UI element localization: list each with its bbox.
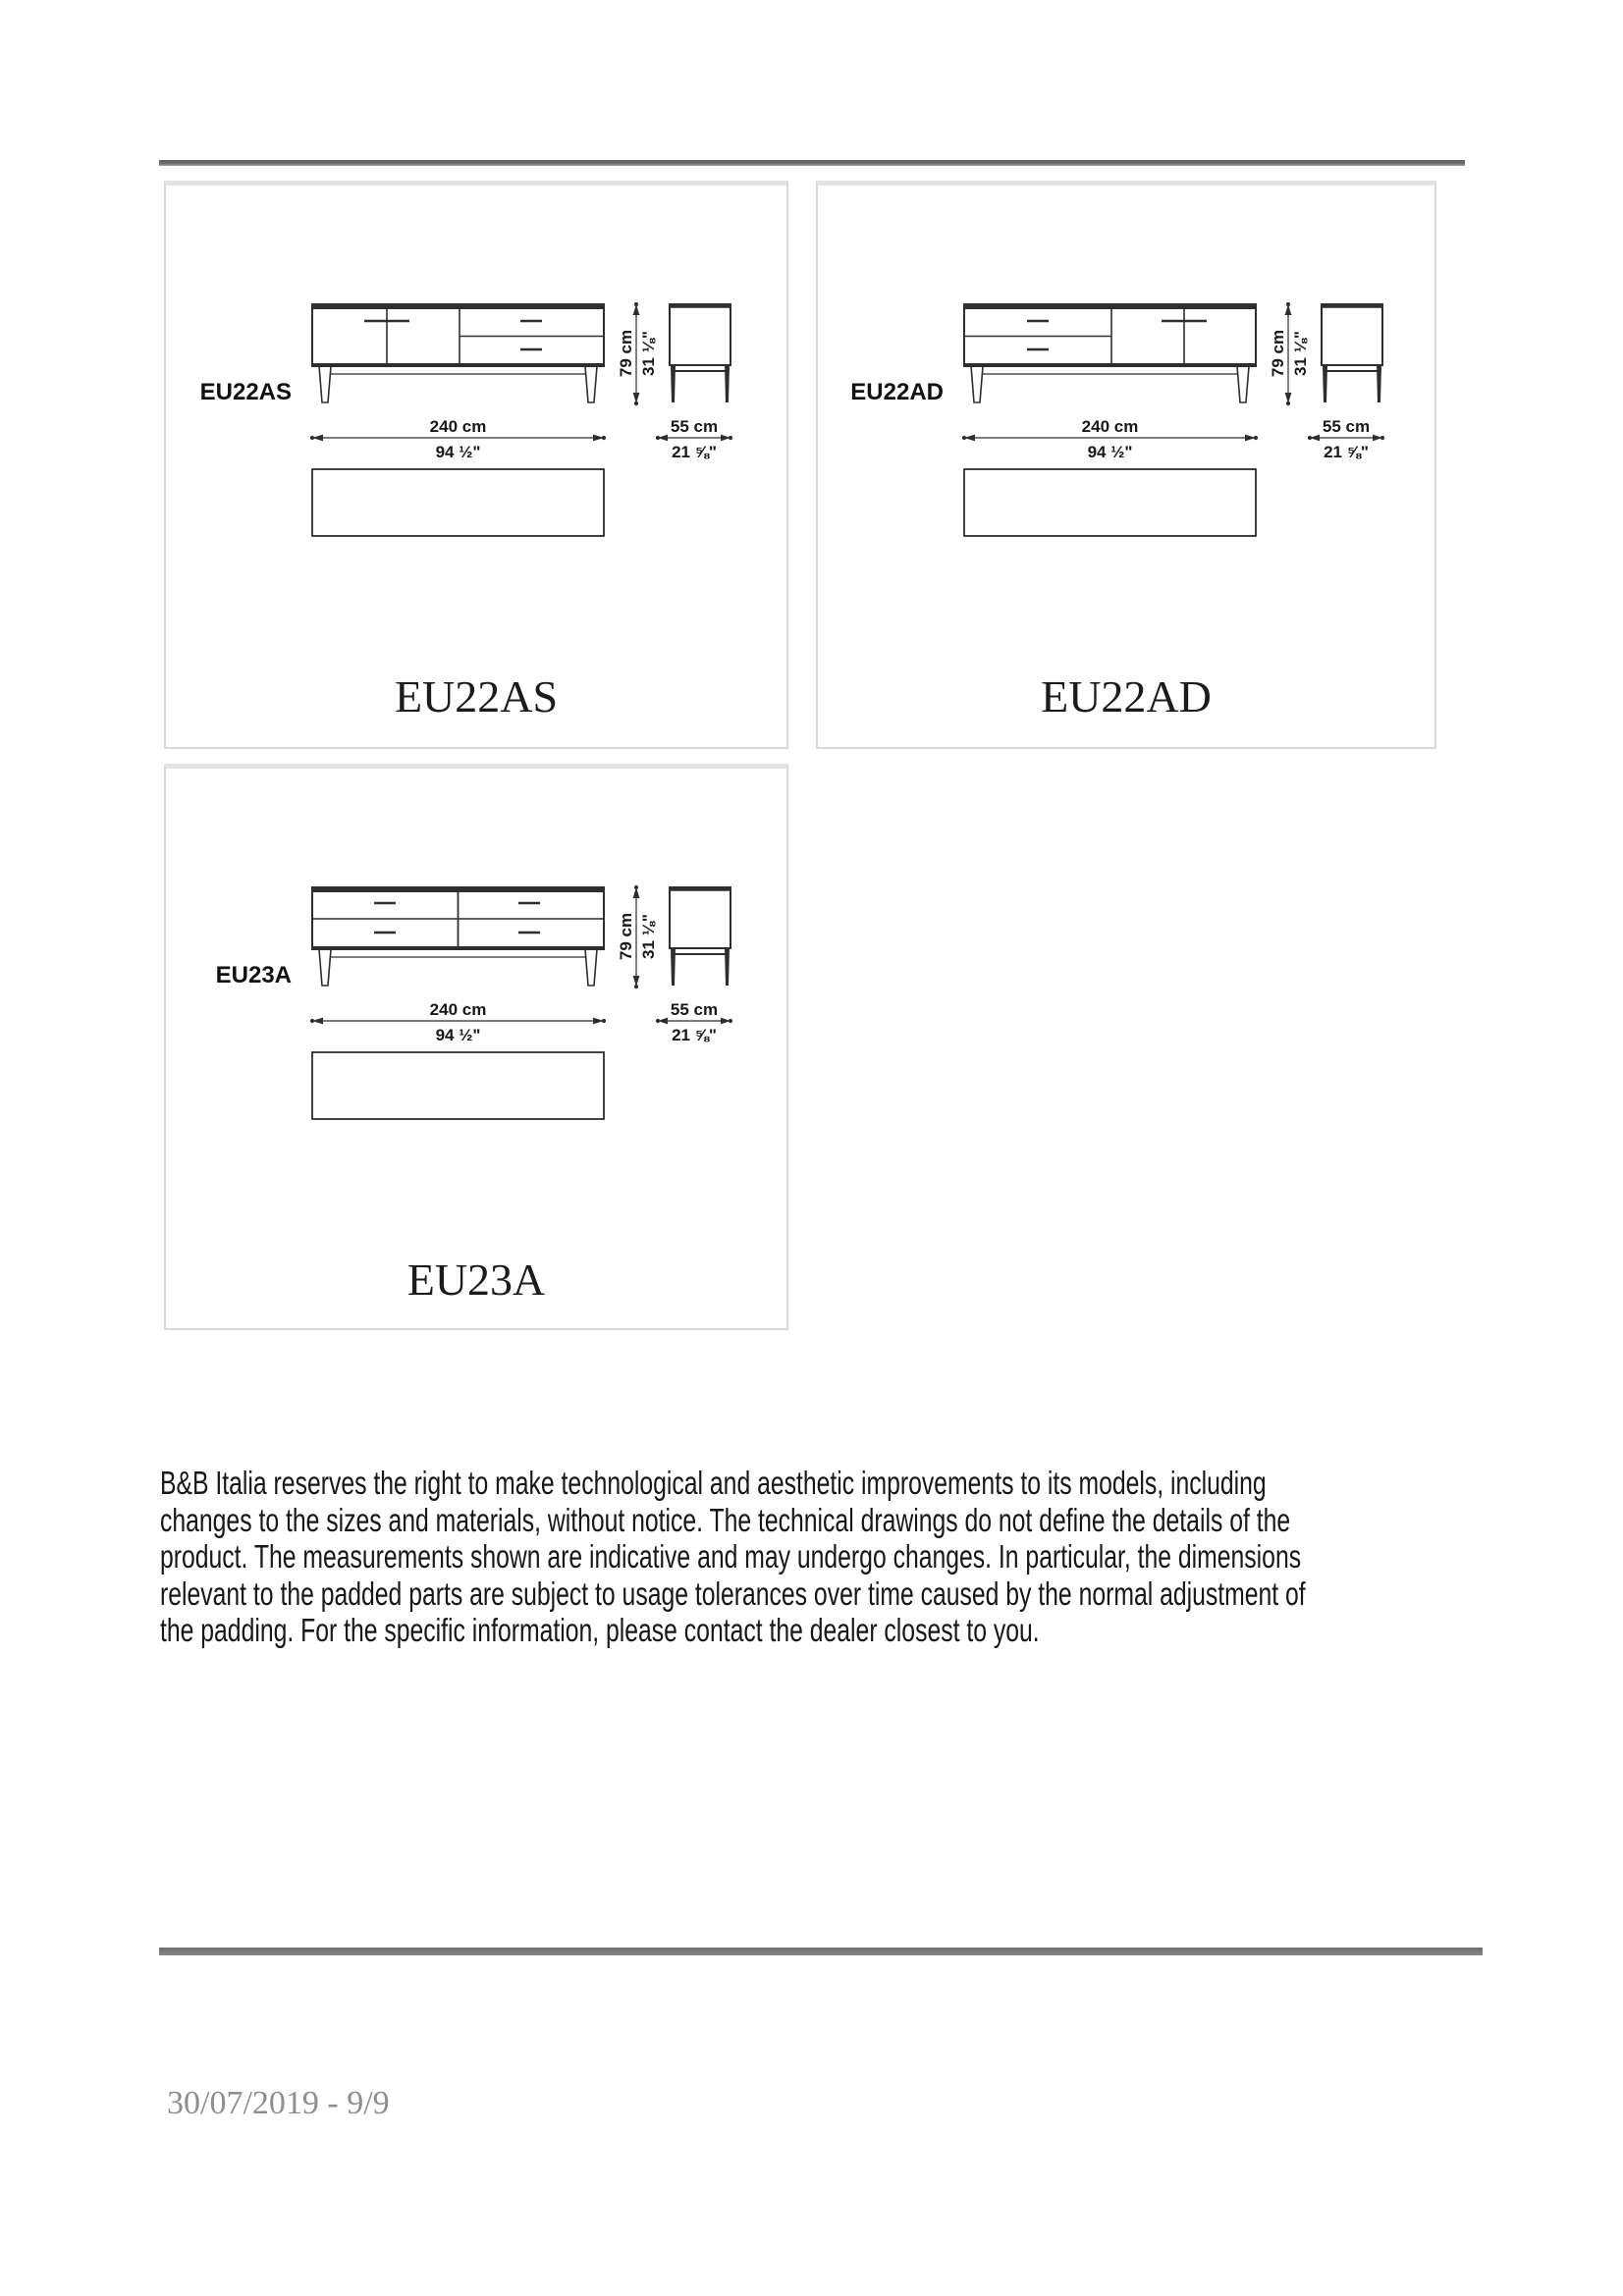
width-dimension <box>310 417 606 461</box>
side-view <box>1322 304 1382 402</box>
technical-drawing-eu23a <box>166 769 784 1328</box>
panel-eu22as <box>164 181 788 749</box>
technical-drawing-eu22ad <box>818 186 1434 747</box>
width-dimension <box>962 417 1258 461</box>
technical-drawing-eu22as <box>166 186 784 747</box>
model-code-label: EU22AS <box>199 379 292 405</box>
front-view <box>312 887 604 986</box>
plan-view <box>964 469 1256 536</box>
width-in-label: 94 ½" <box>435 443 481 461</box>
depth-cm-label: 55 cm <box>670 417 719 436</box>
height-cm-label: 79 cm <box>1269 329 1287 378</box>
disclaimer-line: the padding. For the specific information, please contact the dealer closest to you. <box>160 1612 1040 1649</box>
front-view <box>964 304 1256 402</box>
disclaimer-text <box>160 1465 1623 1649</box>
depth-dimension <box>1308 417 1384 461</box>
panel-eu23a <box>164 764 788 1330</box>
disclaimer-line: B&B Italia reserves the right to make technological and aesthetic improvements to its models, including <box>160 1465 1267 1501</box>
panel-caption: EU22AD <box>1041 671 1212 721</box>
width-dimension <box>310 1000 606 1044</box>
front-view <box>312 304 604 402</box>
height-dimension <box>617 302 658 405</box>
width-in-label: 94 ½" <box>1087 443 1133 461</box>
model-code-label: EU22AD <box>850 379 944 405</box>
depth-in-label: 21 ⅝" <box>672 1026 717 1044</box>
footer-date-page: 30/07/2019 - 9/9 <box>167 2085 390 2121</box>
depth-in-label: 21 ⅝" <box>672 443 717 461</box>
depth-cm-label: 55 cm <box>670 1000 719 1019</box>
height-in-label: 31 ⅛" <box>1291 331 1310 376</box>
side-view <box>670 304 730 402</box>
height-cm-label: 79 cm <box>617 329 635 378</box>
height-cm-label: 79 cm <box>617 912 635 961</box>
panel-caption: EU23A <box>406 1255 546 1305</box>
height-in-label: 31 ⅛" <box>639 331 658 376</box>
height-dimension <box>1269 302 1310 405</box>
disclaimer-line: relevant to the padded parts are subject to usage tolerances over time caused by the normal adjustment of <box>160 1575 1306 1612</box>
width-cm-label: 240 cm <box>429 417 487 436</box>
depth-in-label: 21 ⅝" <box>1324 443 1369 461</box>
width-in-label: 94 ½" <box>435 1026 481 1044</box>
width-cm-label: 240 cm <box>429 1000 487 1019</box>
panel-caption: EU22AS <box>394 671 559 721</box>
height-dimension <box>617 885 658 988</box>
model-code-label: EU23A <box>215 962 292 988</box>
depth-cm-label: 55 cm <box>1322 417 1371 436</box>
width-cm-label: 240 cm <box>1081 417 1139 436</box>
header-rule <box>159 160 1465 166</box>
height-in-label: 31 ⅛" <box>639 914 658 959</box>
side-view <box>670 887 730 986</box>
disclaimer-line: changes to the sizes and materials, without notice. The technical drawings do not define the details of the <box>160 1501 1291 1538</box>
depth-dimension <box>656 417 732 461</box>
panel-eu22ad <box>816 181 1436 749</box>
disclaimer-line: product. The measurements shown are indicative and may undergo changes. In particular, the dimensions <box>160 1538 1302 1575</box>
plan-view <box>312 469 604 536</box>
depth-dimension <box>656 1000 732 1044</box>
footer-rule <box>159 1948 1483 1955</box>
plan-view <box>312 1052 604 1119</box>
